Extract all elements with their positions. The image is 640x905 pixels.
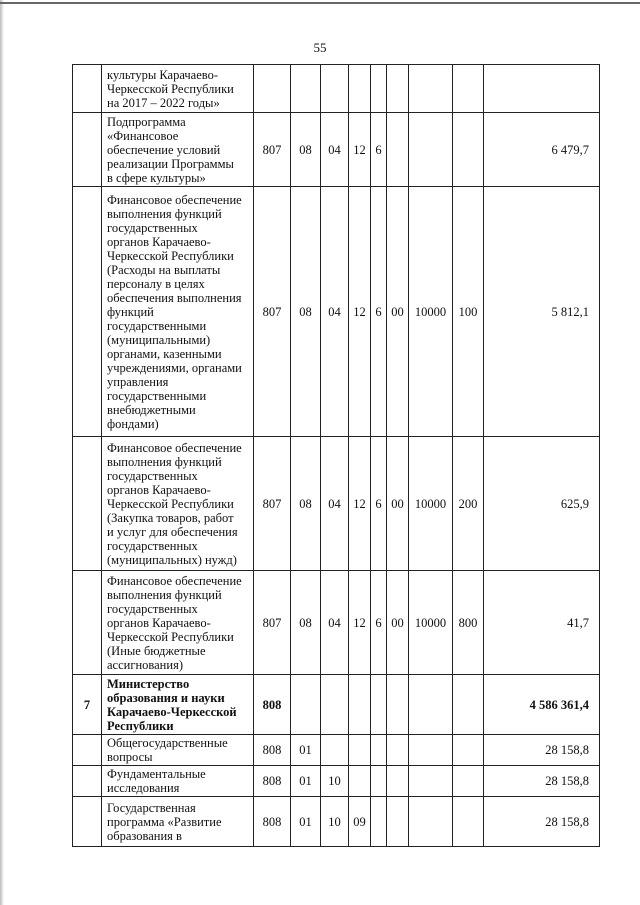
row-number-cell bbox=[73, 571, 102, 675]
event-code-cell bbox=[387, 735, 409, 766]
target-article-cell bbox=[409, 766, 453, 797]
expense-type-cell bbox=[453, 65, 484, 113]
row-number-cell bbox=[73, 766, 102, 797]
subprogram-code-cell bbox=[371, 797, 387, 847]
event-code-cell bbox=[387, 766, 409, 797]
target-article-cell bbox=[409, 797, 453, 847]
section-code-cell: 08 bbox=[291, 187, 321, 437]
program-code-cell bbox=[349, 766, 371, 797]
expense-type-cell: 200 bbox=[453, 437, 484, 571]
ministry-code-cell: 807 bbox=[254, 437, 291, 571]
subsection-code-cell: 10 bbox=[321, 766, 349, 797]
event-code-cell: 00 bbox=[387, 571, 409, 675]
target-article-cell bbox=[409, 65, 453, 113]
subprogram-code-cell: 6 bbox=[371, 437, 387, 571]
target-article-cell: 10000 bbox=[409, 437, 453, 571]
target-article-cell bbox=[409, 113, 453, 187]
subsection-code-cell bbox=[321, 675, 349, 735]
description-cell: Финансовое обеспечение выполнения функций государственных органов Карачаево- Черкесской Республики (Иные бюджетные ассигнования) bbox=[102, 571, 254, 675]
description-cell: Министерство образования и науки Карачаево-Черкесской Республики bbox=[102, 675, 254, 735]
event-code-cell: 00 bbox=[387, 437, 409, 571]
expense-type-cell bbox=[453, 675, 484, 735]
amount-cell: 28 158,8 bbox=[484, 766, 600, 797]
table-row bbox=[73, 571, 600, 675]
top-rule bbox=[0, 2, 640, 4]
section-code-cell: 01 bbox=[291, 735, 321, 766]
subprogram-code-cell: 6 bbox=[371, 571, 387, 675]
subsection-code-cell: 10 bbox=[321, 797, 349, 847]
description-cell: Государственная программа «Развитие образования в bbox=[102, 797, 254, 847]
ministry-code-cell: 808 bbox=[254, 797, 291, 847]
amount-cell: 625,9 bbox=[484, 437, 600, 571]
ministry-code-cell: 808 bbox=[254, 766, 291, 797]
program-code-cell: 12 bbox=[349, 571, 371, 675]
subprogram-code-cell: 6 bbox=[371, 113, 387, 187]
subsection-code-cell bbox=[321, 65, 349, 113]
row-number-cell bbox=[73, 65, 102, 113]
description-cell: Финансовое обеспечение выполнения функций государственных органов Карачаево- Черкесской Республики (Расходы на выплаты персоналу в целях обеспечения выполнения функций государственными (муниципальными) органами, казенными учреждениями, органами управления государственными внебюджетными фондами) bbox=[102, 187, 254, 437]
table-row bbox=[73, 437, 600, 571]
row-number-cell bbox=[73, 187, 102, 437]
program-code-cell bbox=[349, 65, 371, 113]
amount-cell bbox=[484, 65, 600, 113]
program-code-cell bbox=[349, 735, 371, 766]
section-code-cell bbox=[291, 675, 321, 735]
amount-cell: 4 586 361,4 bbox=[484, 675, 600, 735]
section-code-cell bbox=[291, 65, 321, 113]
subsection-code-cell bbox=[321, 735, 349, 766]
subprogram-code-cell bbox=[371, 735, 387, 766]
program-code-cell: 12 bbox=[349, 437, 371, 571]
subsection-code-cell: 04 bbox=[321, 437, 349, 571]
amount-cell: 41,7 bbox=[484, 571, 600, 675]
row-number-cell bbox=[73, 797, 102, 847]
event-code-cell: 00 bbox=[387, 187, 409, 437]
target-article-cell: 10000 bbox=[409, 571, 453, 675]
ministry-code-cell: 808 bbox=[254, 735, 291, 766]
expense-type-cell bbox=[453, 113, 484, 187]
program-code-cell: 12 bbox=[349, 113, 371, 187]
event-code-cell bbox=[387, 65, 409, 113]
subprogram-code-cell bbox=[371, 766, 387, 797]
description-cell: Подпрограмма «Финансовое обеспечение условий реализации Программы в сфере культуры» bbox=[102, 113, 254, 187]
program-code-cell bbox=[349, 675, 371, 735]
target-article-cell bbox=[409, 675, 453, 735]
subprogram-code-cell bbox=[371, 65, 387, 113]
page-number: 55 bbox=[313, 40, 327, 55]
table-row bbox=[73, 113, 600, 187]
section-code-cell: 08 bbox=[291, 113, 321, 187]
table-row bbox=[73, 797, 600, 847]
row-number-cell bbox=[73, 113, 102, 187]
description-cell: Фундаментальные исследования bbox=[102, 766, 254, 797]
ministry-code-cell: 807 bbox=[254, 187, 291, 437]
event-code-cell bbox=[387, 113, 409, 187]
amount-cell: 28 158,8 bbox=[484, 797, 600, 847]
description-cell: Общегосударственные вопросы bbox=[102, 735, 254, 766]
ministry-code-cell: 807 bbox=[254, 113, 291, 187]
expense-type-cell bbox=[453, 735, 484, 766]
expense-type-cell bbox=[453, 797, 484, 847]
description-cell: Финансовое обеспечение выполнения функций государственных органов Карачаево- Черкесской Республики (Закупка товаров, работ и услуг для обеспечения государственных (муниципальных) нужд) bbox=[102, 437, 254, 571]
ministry-code-cell bbox=[254, 65, 291, 113]
scan-edge-shadow bbox=[0, 0, 4, 905]
expense-type-cell bbox=[453, 766, 484, 797]
section-code-cell: 01 bbox=[291, 797, 321, 847]
program-code-cell: 12 bbox=[349, 187, 371, 437]
program-code-cell: 09 bbox=[349, 797, 371, 847]
table-row bbox=[73, 65, 600, 113]
amount-cell: 28 158,8 bbox=[484, 735, 600, 766]
ministry-code-cell: 807 bbox=[254, 571, 291, 675]
table-row bbox=[73, 187, 600, 437]
budget-table bbox=[72, 64, 600, 847]
amount-cell: 6 479,7 bbox=[484, 113, 600, 187]
target-article-cell: 10000 bbox=[409, 187, 453, 437]
subsection-code-cell: 04 bbox=[321, 187, 349, 437]
event-code-cell bbox=[387, 797, 409, 847]
event-code-cell bbox=[387, 675, 409, 735]
table-body bbox=[73, 65, 600, 847]
subsection-code-cell: 04 bbox=[321, 113, 349, 187]
row-number-cell bbox=[73, 437, 102, 571]
expense-type-cell: 100 bbox=[453, 187, 484, 437]
table-row bbox=[73, 735, 600, 766]
row-number-cell bbox=[73, 735, 102, 766]
subprogram-code-cell bbox=[371, 675, 387, 735]
amount-cell: 5 812,1 bbox=[484, 187, 600, 437]
section-code-cell: 01 bbox=[291, 766, 321, 797]
section-code-cell: 08 bbox=[291, 571, 321, 675]
section-code-cell: 08 bbox=[291, 437, 321, 571]
description-cell: культуры Карачаево- Черкесской Республики на 2017 – 2022 годы» bbox=[102, 65, 254, 113]
subsection-code-cell: 04 bbox=[321, 571, 349, 675]
target-article-cell bbox=[409, 735, 453, 766]
row-number-cell: 7 bbox=[73, 675, 102, 735]
ministry-code-cell: 808 bbox=[254, 675, 291, 735]
table-row bbox=[73, 766, 600, 797]
subprogram-code-cell: 6 bbox=[371, 187, 387, 437]
table-row bbox=[73, 675, 600, 735]
expense-type-cell: 800 bbox=[453, 571, 484, 675]
